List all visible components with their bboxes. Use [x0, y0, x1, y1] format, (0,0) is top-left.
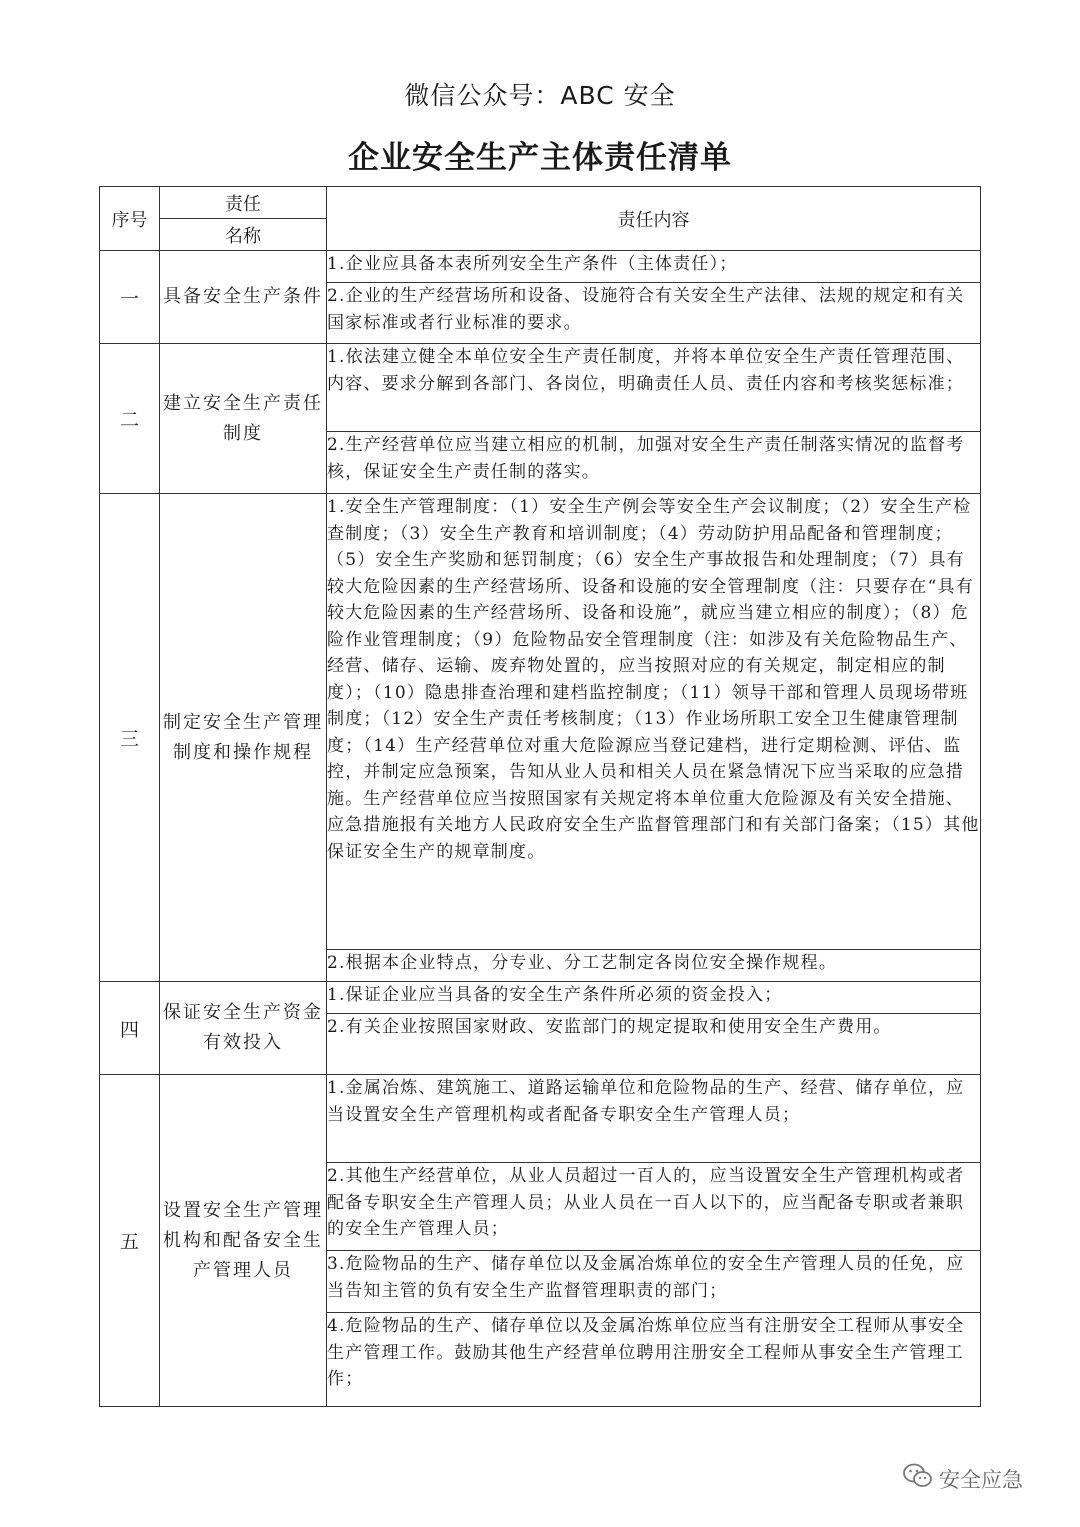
content-item: 2.生产经营单位应当建立相应的机制，加强对安全生产责任制落实情况的监督考核，保证安全生产责任制的落实。 — [327, 432, 981, 494]
row-seq: 四 — [100, 982, 160, 1075]
table-row — [100, 982, 981, 1014]
row-name: 设置安全生产管理机构和配备安全生产管理人员 — [160, 1075, 327, 1407]
row-seq: 一 — [100, 251, 160, 344]
brand-name: 安全应急 — [939, 1467, 1023, 1492]
brand-watermark — [903, 1463, 1023, 1494]
content-item: 4.危险物品的生产、储存单位以及金属冶炼单位应当有注册安全工程师从事安全生产管理工作。鼓励其他生产经营单位聘用注册安全工程师从事安全生产管理工作； — [327, 1313, 981, 1407]
header-seq: 序号 — [100, 187, 160, 251]
row-name: 具备安全生产条件 — [160, 251, 327, 344]
document-title: 企业安全生产主体责任清单 — [348, 140, 732, 176]
header-content: 责任内容 — [327, 187, 981, 251]
content-item: 1.保证企业应当具备的安全生产条件所必须的资金投入； — [327, 982, 981, 1014]
table-row — [100, 1075, 981, 1163]
header-resp-bottom: 名称 — [160, 219, 327, 251]
content-item: 1.金属冶炼、建筑施工、道路运输单位和危险物品的生产、经营、储存单位，应当设置安全生产管理机构或者配备专职安全生产管理人员； — [327, 1075, 981, 1163]
row-name: 建立安全生产责任制度 — [160, 344, 327, 494]
wechat-icon — [903, 1463, 939, 1494]
responsibility-table — [99, 186, 981, 1407]
row-name: 制定安全生产管理制度和操作规程 — [160, 494, 327, 982]
content-item: 2.其他生产经营单位，从业人员超过一百人的，应当设置安全生产管理机构或者配备专职安全生产管理人员；从业人员在一百人以下的，应当配备专职或者兼职的安全生产管理人员； — [327, 1163, 981, 1251]
row-seq: 三 — [100, 494, 160, 982]
row-seq: 五 — [100, 1075, 160, 1407]
table-row — [100, 251, 981, 283]
content-item: 3.危险物品的生产、储存单位以及金属冶炼单位的安全生产管理人员的任免，应当告知主管的负有安全生产监督管理职责的部门； — [327, 1251, 981, 1313]
row-name: 保证安全生产资金有效投入 — [160, 982, 327, 1075]
content-item: 1.安全生产管理制度：（1）安全生产例会等安全生产会议制度；（2）安全生产检查制度；（3）安全生产教育和培训制度；（4）劳动防护用品配备和管理制度；（5）安全生产奖励和惩罚制度；（6）安全生产事故报告和处理制度；（7）具有较大危险因素的生产经营场所、设备和设施的安全管理制度（注：只要存在“具有较大危险因素的生产经营场所、设备和设施”，就应当建立相应的制度）；（8）危险作业管理制度；（9）危险物品安全管理制度（注：如涉及有关危险物品生产、经营、储存、运输、废弃物处置的，应当按照对应的有关规定，制定相应的制度）；（10）隐患排查治理和建档监控制度；（11）领导干部和管理人员现场带班制度；（12）安全生产责任考核制度；（13）作业场所职工安全卫生健康管理制度；（14）生产经营单位对重大危险源应当登记建档，进行定期检测、评估、监控，并制定应急预案，告知从业人员和相关人员在紧急情况下应当采取的应急措施。生产经营单位应当按照国家有关规定将本单位重大危险源及有关安全措施、应急措施报有关地方人民政府安全生产监督管理部门和有关部门备案；（15）其他保证安全生产的规章制度。 — [327, 494, 981, 950]
content-item: 2.企业的生产经营场所和设备、设施符合有关安全生产法律、法规的规定和有关国家标准或者行业标准的要求。 — [327, 283, 981, 344]
content-item: 2.根据本企业特点，分专业、分工艺制定各岗位安全操作规程。 — [327, 950, 981, 982]
content-item: 2.有关企业按照国家财政、安监部门的规定提取和使用安全生产费用。 — [327, 1014, 981, 1075]
wechat-account-line: 微信公众号：ABC 安全 — [404, 81, 676, 110]
content-item: 1.企业应具备本表所列安全生产条件（主体责任）； — [327, 251, 981, 283]
header-resp-top: 责任 — [160, 187, 327, 219]
table-row — [100, 494, 981, 950]
table-row — [100, 344, 981, 432]
content-item: 1.依法建立健全本单位安全生产责任制度，并将本单位安全生产责任管理范围、内容、要求分解到各部门、各岗位，明确责任人员、责任内容和考核奖惩标准； — [327, 344, 981, 432]
row-seq: 二 — [100, 344, 160, 494]
